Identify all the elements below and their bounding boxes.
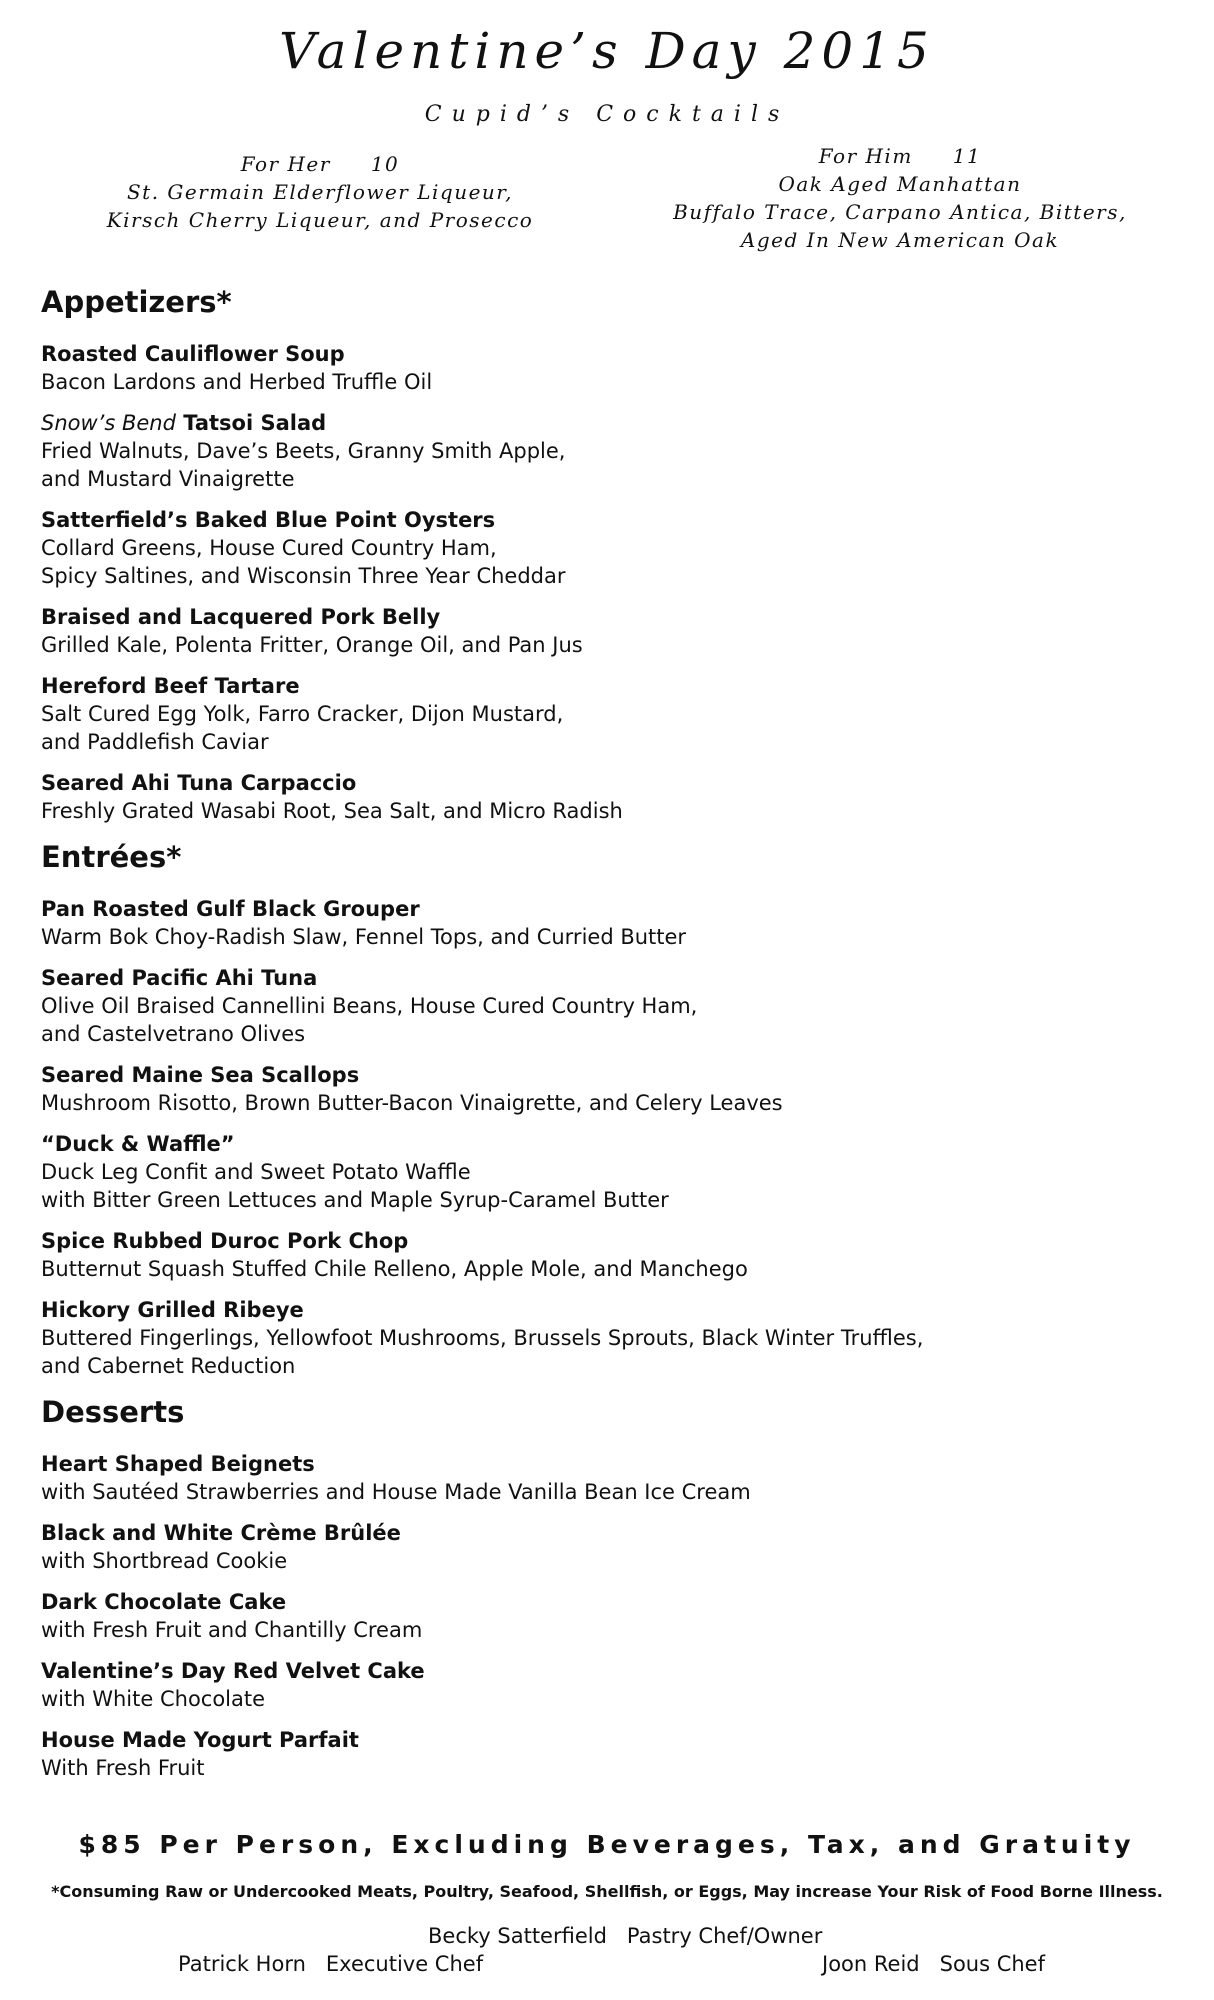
appetizers-section <box>41 284 1161 825</box>
menu-item-description: Fried Walnuts, Dave’s Beets, Granny Smith Apple, <box>41 439 566 463</box>
menu-item-name-text: Pan Roasted Gulf Black Grouper <box>41 897 420 921</box>
menu-item-description: Bacon Lardons and Herbed Truffle Oil <box>41 370 433 394</box>
menu-item-name-text: Seared Maine Sea Scallops <box>41 1063 360 1087</box>
menu-item-name-text: Seared Pacific Ahi Tuna <box>41 966 318 990</box>
menu-item-name <box>41 964 1161 992</box>
menu-item-name <box>41 1519 1161 1547</box>
menu-item-description: Warm Bok Choy-Radish Slaw, Fennel Tops, and Curried Butter <box>41 925 687 949</box>
menu-item-name <box>41 1657 1161 1685</box>
menu-item <box>41 769 1161 825</box>
menu-item-description: Olive Oil Braised Cannellini Beans, House Cured Country Ham, <box>41 994 698 1018</box>
menu-item-name <box>41 1130 1161 1158</box>
menu-item-name-text: Braised and Lacquered Pork Belly <box>41 605 441 629</box>
cocktail-for-him <box>660 142 1140 254</box>
menu-item <box>41 1726 1161 1782</box>
menu-item-description: with White Chocolate <box>41 1687 266 1711</box>
menu-item <box>41 1061 1161 1117</box>
menu-item-description: Grilled Kale, Polenta Fritter, Orange Oil, and Pan Jus <box>41 633 583 657</box>
staff-role: Sous Chef <box>939 1952 1045 1976</box>
cocktail-him-label: For Him <box>818 144 913 168</box>
menu-item-name-text: “Duck & Waffle” <box>41 1132 235 1156</box>
menu-item-description: and Paddlefish Caviar <box>41 730 269 754</box>
menu-item-description: Mushroom Risotto, Brown Butter-Bacon Vinaigrette, and Celery Leaves <box>41 1091 783 1115</box>
menu-item-description: with Fresh Fruit and Chantilly Cream <box>41 1618 423 1642</box>
menu-item <box>41 1450 1161 1506</box>
menu-item <box>41 1296 1161 1380</box>
menu-item-name <box>41 1296 1161 1324</box>
menu-item-name-text: Valentine’s Day Red Velvet Cake <box>41 1659 425 1683</box>
menu-item-name <box>41 1588 1161 1616</box>
menu-item-name <box>41 895 1161 923</box>
staff-role: Pastry Chef/Owner <box>626 1924 823 1948</box>
menu-item-name-text: Roasted Cauliflower Soup <box>41 342 345 366</box>
menu-item <box>41 1130 1161 1214</box>
menu-item-name <box>41 1227 1161 1255</box>
price-line: $85 Per Person, Excluding Beverages, Tax, and Gratuity <box>78 1830 1136 1859</box>
menu-body <box>41 284 1161 1796</box>
menu-item-name-text: Satterfield’s Baked Blue Point Oysters <box>41 508 496 532</box>
menu-item-name <box>41 769 1161 797</box>
menu-item-name-text: Spice Rubbed Duroc Pork Chop <box>41 1229 409 1253</box>
desserts-title: Desserts <box>41 1395 185 1429</box>
cocktail-her-label: For Her <box>240 152 331 176</box>
menu-item-description: and Castelvetrano Olives <box>41 1022 306 1046</box>
menu-item-name-italic: Snow’s Bend <box>41 411 176 435</box>
staff-executive-chef <box>178 1952 483 1976</box>
menu-item <box>41 1519 1161 1575</box>
menu-item-name-text: Hickory Grilled Ribeye <box>41 1298 304 1322</box>
menu-item <box>41 603 1161 659</box>
menu-item-name <box>41 603 1161 631</box>
entrees-title: Entrées* <box>41 840 182 874</box>
menu-item-description: and Cabernet Reduction <box>41 1354 296 1378</box>
menu-item-name <box>41 1450 1161 1478</box>
menu-item <box>41 964 1161 1048</box>
staff-name: Joon Reid <box>822 1952 920 1976</box>
menu-item-name-text: Heart Shaped Beignets <box>41 1452 315 1476</box>
staff-role: Executive Chef <box>325 1952 484 1976</box>
appetizers-title: Appetizers* <box>41 285 232 319</box>
page-title: Valentine’s Day 2015 <box>279 22 935 80</box>
cocktail-him-heading <box>660 142 1140 170</box>
cocktail-her-line: Kirsch Cherry Liqueur, and Prosecco <box>106 208 534 232</box>
cocktail-for-her <box>100 150 540 234</box>
menu-item-name <box>41 340 1161 368</box>
cocktail-her-price: 10 <box>370 152 400 176</box>
menu-item-name-text: Dark Chocolate Cake <box>41 1590 287 1614</box>
menu-item-name <box>41 1061 1161 1089</box>
menu-item-name-text: Hereford Beef Tartare <box>41 674 300 698</box>
desserts-section <box>41 1394 1161 1782</box>
menu-item-name-text: House Made Yogurt Parfait <box>41 1728 359 1752</box>
staff-name: Patrick Horn <box>178 1952 306 1976</box>
menu-item-name <box>41 672 1161 700</box>
menu-item-description: Butternut Squash Stuffed Chile Relleno, Apple Mole, and Manchego <box>41 1257 748 1281</box>
cocktail-him-price: 11 <box>952 144 982 168</box>
cocktail-her-heading <box>100 150 540 178</box>
menu-item <box>41 1227 1161 1283</box>
menu-item <box>41 1657 1161 1713</box>
menu-item-description: Collard Greens, House Cured Country Ham, <box>41 536 497 560</box>
cocktails-subtitle: Cupid’s Cocktails <box>424 102 790 127</box>
menu-item-description: and Mustard Vinaigrette <box>41 467 295 491</box>
entrees-section <box>41 839 1161 1380</box>
menu-item-name <box>41 409 1161 437</box>
menu-item-description: with Sautéed Strawberries and House Made Vanilla Bean Ice Cream <box>41 1480 751 1504</box>
menu-item-name-text: Tatsoi Salad <box>175 411 327 435</box>
staff-sous-chef <box>822 1952 1045 1976</box>
staff-pastry-chef <box>428 1924 822 1948</box>
menu-item <box>41 340 1161 396</box>
menu-item-name <box>41 506 1161 534</box>
menu-item <box>41 1588 1161 1644</box>
staff-name: Becky Satterfield <box>428 1924 607 1948</box>
cocktail-him-line: Buffalo Trace, Carpano Antica, Bitters, <box>673 200 1127 224</box>
menu-item-description: with Bitter Green Lettuces and Maple Syrup-Caramel Butter <box>41 1188 669 1212</box>
menu-item <box>41 409 1161 493</box>
cocktail-him-line: Aged In New American Oak <box>740 228 1060 252</box>
menu-item <box>41 895 1161 951</box>
menu-item-description: Freshly Grated Wasabi Root, Sea Salt, and Micro Radish <box>41 799 623 823</box>
menu-item-description: Spicy Saltines, and Wisconsin Three Year Cheddar <box>41 564 566 588</box>
menu-item-description: with Shortbread Cookie <box>41 1549 288 1573</box>
menu-item-description: Salt Cured Egg Yolk, Farro Cracker, Dijon Mustard, <box>41 702 564 726</box>
menu-item-description: Duck Leg Confit and Sweet Potato Waffle <box>41 1160 471 1184</box>
food-safety-warning: *Consuming Raw or Undercooked Meats, Poultry, Seafood, Shellfish, or Eggs, May increase Your Risk of Food Borne Illness. <box>51 1882 1163 1901</box>
menu-item-name-text: Seared Ahi Tuna Carpaccio <box>41 771 357 795</box>
menu-item <box>41 672 1161 756</box>
menu-item-name <box>41 1726 1161 1754</box>
cocktail-him-line: Oak Aged Manhattan <box>778 172 1022 196</box>
menu-item-name-text: Black and White Crème Brûlée <box>41 1521 401 1545</box>
cocktail-her-line: St. Germain Elderflower Liqueur, <box>126 180 514 204</box>
menu-item-description: Buttered Fingerlings, Yellowfoot Mushrooms, Brussels Sprouts, Black Winter Truffles, <box>41 1326 924 1350</box>
menu-item <box>41 506 1161 590</box>
menu-item-description: With Fresh Fruit <box>41 1756 205 1780</box>
